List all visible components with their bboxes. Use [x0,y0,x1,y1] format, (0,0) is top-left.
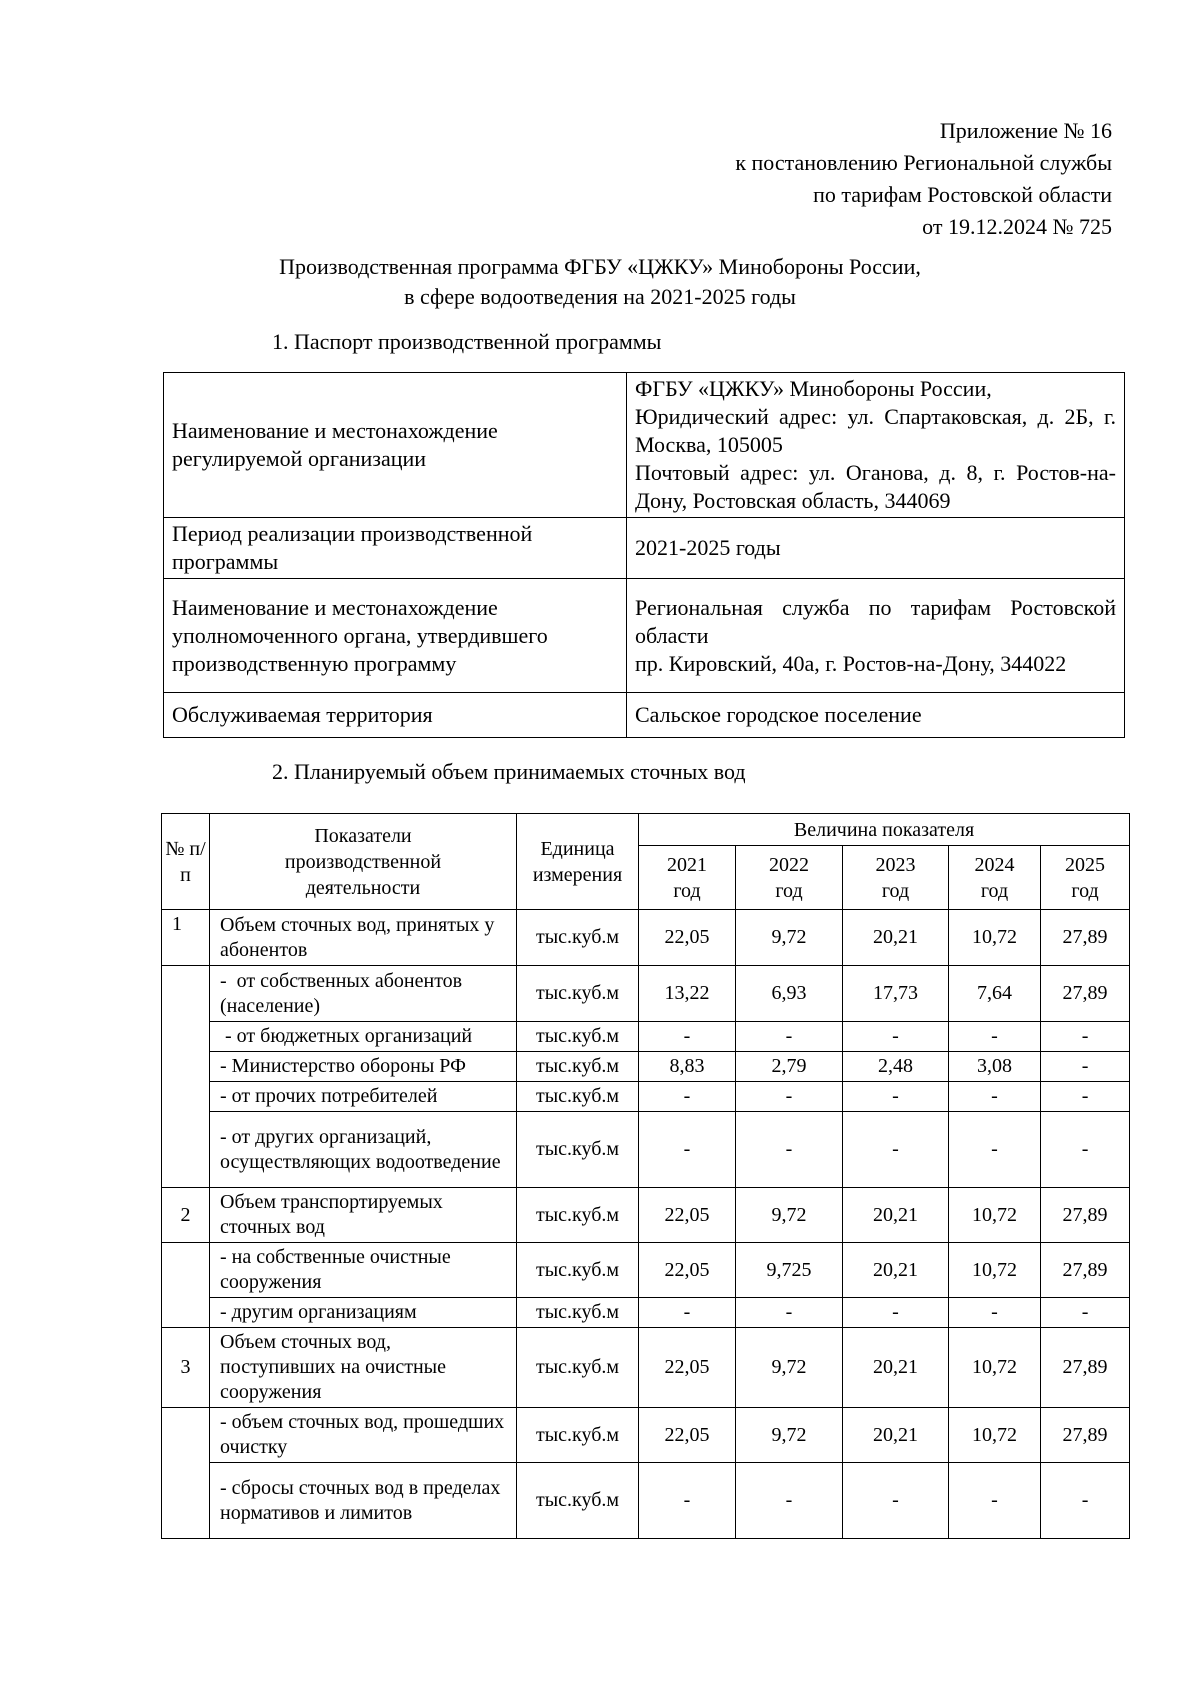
value-cell: 9,72 [736,910,843,966]
indicator-cell: - от прочих потребителей [210,1082,517,1112]
column-header-value-group: Величина показателя [639,814,1130,846]
table-row [162,1328,1130,1408]
indicator-cell: - от собственных абонентов (население) [210,966,517,1022]
passport-row [164,693,1125,738]
unit-cell: тыс.куб.м [517,1243,639,1298]
passport-label: Наименование и местонахождение регулируемой организации [164,373,627,518]
value-cell: 22,05 [639,1328,736,1408]
value-cell: 9,72 [736,1328,843,1408]
value-cell: - [1041,1022,1130,1052]
indicator-cell: - от бюджетных организаций [210,1022,517,1052]
value-cell: 9,72 [736,1188,843,1243]
appendix-date-line: от 19.12.2024 № 725 [922,214,1112,239]
passport-value [627,693,1125,738]
table-row [162,1052,1130,1082]
value-cell: 27,89 [1041,910,1130,966]
indicator-cell: Объем транспортируемых сточных вод [210,1188,517,1243]
unit-cell: тыс.куб.м [517,1298,639,1328]
column-header-year: 2022 год [736,846,843,910]
column-header-unit: Единица измерения [517,814,639,910]
value-cell: 10,72 [949,1188,1041,1243]
value-cell: 10,72 [949,910,1041,966]
table-row [162,966,1130,1022]
passport-label: Наименование и местонахождение уполномоченного органа, утвердившего производственную программу [164,579,627,693]
value-cell: - [1041,1052,1130,1082]
value-cell: - [639,1082,736,1112]
value-cell: 20,21 [843,1328,949,1408]
postal-address: Почтовый адрес: ул. Оганова, д. 8, г. Ростов-на-Дону, Ростовская область, 344069 [635,460,1116,513]
value-cell: 2,79 [736,1052,843,1082]
authority-name: Региональная служба по тарифам Ростовской области [635,594,1116,648]
table-row [162,1082,1130,1112]
table-row [162,910,1130,966]
value-cell: - [949,1298,1041,1328]
value-cell: 27,89 [1041,1328,1130,1408]
column-header-number: № п/п [162,814,210,910]
value-cell: 20,21 [843,1408,949,1463]
column-header-year: 2023 год [843,846,949,910]
section-1-heading: 1. Паспорт производственной программы [272,329,662,354]
unit-cell: тыс.куб.м [517,910,639,966]
value-cell: - [639,1112,736,1188]
appendix-decree-line: к постановлению Региональной службы [735,150,1112,175]
unit-cell: тыс.куб.м [517,966,639,1022]
row-number [162,1408,210,1539]
passport-row [164,579,1125,693]
indicator-cell: - Министерство обороны РФ [210,1052,517,1082]
value-cell: 10,72 [949,1408,1041,1463]
value-cell: 8,83 [639,1052,736,1082]
value-cell: 2,48 [843,1052,949,1082]
column-header-year: 2024 год [949,846,1041,910]
section-2-heading: 2. Планируемый объем принимаемых сточных вод [272,759,746,784]
wastewater-volume-rows [162,910,1130,1539]
indicator-cell: Объем сточных вод, поступивших на очистные сооружения [210,1328,517,1408]
passport-label: Период реализации производственной программы [164,518,627,579]
unit-cell: тыс.куб.м [517,1328,639,1408]
value-cell: 3,08 [949,1052,1041,1082]
value-cell: 27,89 [1041,1408,1130,1463]
table-row [162,1112,1130,1188]
value-cell: - [843,1022,949,1052]
legal-address: Юридический адрес: ул. Спартаковская, д. 2Б, г. Москва, 105005 [635,404,1116,457]
value-cell: - [843,1463,949,1539]
table-row [162,1408,1130,1463]
unit-cell: тыс.куб.м [517,1052,639,1082]
row-number: 1 [162,910,210,966]
value-cell: - [1041,1112,1130,1188]
row-number: 2 [162,1188,210,1243]
value-cell: 20,21 [843,1243,949,1298]
value-cell: 20,21 [843,1188,949,1243]
value-cell: 17,73 [843,966,949,1022]
value-cell: 22,05 [639,1243,736,1298]
indicator-cell: - от других организаций, осуществляющих водоотведение [210,1112,517,1188]
program-title-line-1: Производственная программа ФГБУ «ЦЖКУ» Минобороны России, [279,254,921,279]
value-cell: 10,72 [949,1328,1041,1408]
appendix-region-line: по тарифам Ростовской области [813,182,1112,207]
row-number: 3 [162,1328,210,1408]
value-cell: 20,21 [843,910,949,966]
program-title [0,252,1200,312]
indicator-cell: - объем сточных вод, прошедших очистку [210,1408,517,1463]
unit-cell: тыс.куб.м [517,1112,639,1188]
value-cell: 27,89 [1041,1243,1130,1298]
program-period: 2021-2025 годы [635,535,781,560]
org-name: ФГБУ «ЦЖКУ» Минобороны России, [635,376,992,401]
appendix-header [735,115,1112,243]
wastewater-volume-table [161,813,1130,1539]
passport-table [163,372,1125,738]
passport-row [164,518,1125,579]
unit-cell: тыс.куб.м [517,1082,639,1112]
column-header-indicator: Показатели производственной деятельности [210,814,517,910]
value-cell: - [949,1022,1041,1052]
value-cell: - [949,1082,1041,1112]
value-cell: 6,93 [736,966,843,1022]
value-cell: - [736,1112,843,1188]
value-cell: - [843,1082,949,1112]
value-cell: - [639,1298,736,1328]
value-cell: - [639,1463,736,1539]
served-territory: Сальское городское поселение [635,702,922,727]
value-cell: 9,725 [736,1243,843,1298]
value-cell: - [1041,1463,1130,1539]
indicator-cell: - другим организациям [210,1298,517,1328]
value-cell: - [843,1112,949,1188]
passport-value [627,579,1125,693]
indicator-cell: - на собственные очистные сооружения [210,1243,517,1298]
passport-value [627,373,1125,518]
value-cell: 10,72 [949,1243,1041,1298]
program-title-line-2: в сфере водоотведения на 2021-2025 годы [404,284,796,309]
appendix-number: Приложение № 16 [939,118,1112,143]
value-cell: 7,64 [949,966,1041,1022]
passport-row [164,373,1125,518]
unit-cell: тыс.куб.м [517,1463,639,1539]
value-cell: 27,89 [1041,966,1130,1022]
table-row [162,1188,1130,1243]
value-cell: - [736,1082,843,1112]
authority-address: пр. Кировский, 40а, г. Ростов-на-Дону, 344022 [635,650,1067,676]
indicator-cell: - сбросы сточных вод в пределах нормативов и лимитов [210,1463,517,1539]
unit-cell: тыс.куб.м [517,1408,639,1463]
column-header-year: 2021 год [639,846,736,910]
indicator-cell: Объем сточных вод, принятых у абонентов [210,910,517,966]
row-number [162,966,210,1188]
value-cell: 13,22 [639,966,736,1022]
value-cell: - [843,1298,949,1328]
value-cell: - [1041,1082,1130,1112]
unit-cell: тыс.куб.м [517,1022,639,1052]
value-cell: - [1041,1298,1130,1328]
value-cell: 22,05 [639,1188,736,1243]
value-cell: 22,05 [639,1408,736,1463]
value-cell: - [639,1022,736,1052]
value-cell: 9,72 [736,1408,843,1463]
table-row [162,1243,1130,1298]
passport-label: Обслуживаемая территория [164,693,627,738]
table-row [162,1022,1130,1052]
value-cell: - [736,1463,843,1539]
value-cell: 27,89 [1041,1188,1130,1243]
table-row [162,1463,1130,1539]
row-number [162,1243,210,1328]
value-cell: - [949,1112,1041,1188]
column-header-year: 2025 год [1041,846,1130,910]
value-cell: - [736,1298,843,1328]
value-cell: - [736,1022,843,1052]
passport-value [627,518,1125,579]
value-cell: - [949,1463,1041,1539]
unit-cell: тыс.куб.м [517,1188,639,1243]
table-row [162,1298,1130,1328]
value-cell: 22,05 [639,910,736,966]
